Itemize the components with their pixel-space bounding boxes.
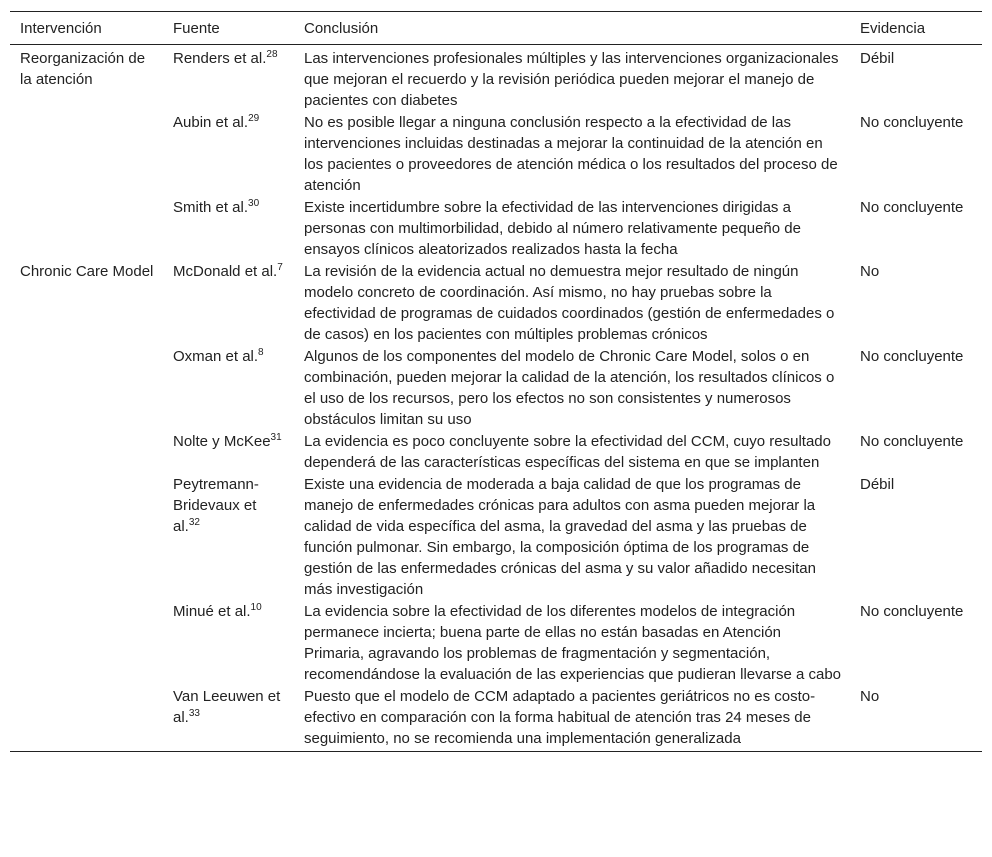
table-row	[10, 345, 982, 430]
source-name: Peytremann-Bridevaux et al.	[173, 476, 259, 535]
table-row	[10, 260, 982, 345]
cell-intervencion	[10, 685, 163, 752]
table-row	[10, 473, 982, 600]
cell-intervencion	[10, 111, 163, 196]
cell-fuente	[163, 685, 294, 752]
source-name: Nolte y McKee	[173, 433, 271, 450]
reference-number: 31	[270, 432, 282, 443]
header-evidencia: Evidencia	[850, 12, 982, 45]
cell-fuente	[163, 430, 294, 473]
cell-intervencion	[10, 196, 163, 260]
cell-fuente	[163, 196, 294, 260]
evidence-table	[10, 11, 982, 752]
cell-evidencia: Débil	[860, 476, 895, 493]
source-name: Renders et al.	[173, 50, 267, 67]
source-name: Aubin et al.	[173, 114, 249, 131]
reference-number: 10	[250, 602, 262, 613]
cell-conclusion: La evidencia sobre la efectividad de los diferentes modelos de integración permanece incierta; buena parte de ellas no están basadas en Atención Primaria, agravando los problemas de fragmentación y segmentación, recomendándose la evaluación de las experiencias que pudieran llevarse a cabo	[304, 603, 842, 683]
reference-number: 8	[258, 347, 264, 358]
table-row	[10, 430, 982, 473]
cell-fuente	[163, 345, 294, 430]
reference-number: 28	[266, 49, 278, 60]
reference-number: 7	[277, 262, 283, 273]
cell-evidencia: No concluyente	[860, 348, 964, 365]
cell-evidencia: Débil	[860, 50, 895, 67]
header-fuente: Fuente	[163, 12, 294, 45]
source-name: Oxman et al.	[173, 348, 259, 365]
cell-conclusion: La revisión de la evidencia actual no demuestra mejor resultado de ningún modelo concreto de coordinación. Así mismo, no hay pruebas sobre la efectividad de programas de cuidados coordinados (gestión de enfermedades o de casos) en los pacientes con múltiples problemas crónicos	[304, 263, 835, 343]
cell-fuente	[163, 111, 294, 196]
cell-intervencion	[10, 473, 163, 600]
cell-conclusion: Existe una evidencia de moderada a baja calidad de que los programas de manejo de enfermedades crónicas para adultos con asma pueden mejorar la calidad de vida específica del asma, la gravedad del asma y las pruebas de función pulmonar. Sin embargo, la composición óptima de los programas de gestión de las enfermedades crónicas del asma y su valor añadido necesitan más investigación	[304, 476, 816, 598]
cell-fuente	[163, 600, 294, 685]
cell-evidencia: No concluyente	[860, 433, 964, 450]
cell-fuente	[163, 260, 294, 345]
header-conclusion: Conclusión	[294, 12, 850, 45]
cell-conclusion: Puesto que el modelo de CCM adaptado a pacientes geriátricos no es costo-efectivo en comparación con la forma habitual de atención tras 24 meses de seguimiento, no se recomienda una implementación generalizada	[294, 685, 850, 752]
cell-conclusion: No es posible llegar a ninguna conclusión respecto a la efectividad de las intervenciones incluidas destinadas a mejorar la continuidad de la atención en los pacientes o proveedores de atención médica o los resultados del proceso de atención	[304, 114, 838, 194]
cell-conclusion: Existe incertidumbre sobre la efectividad de las intervenciones dirigidas a personas con multimorbilidad, debido al número relativamente pequeño de ensayos clínicos aleatorizados realizados hasta la fecha	[304, 199, 801, 258]
reference-number: 29	[248, 113, 260, 124]
table-row	[10, 111, 982, 196]
table-row	[10, 196, 982, 260]
reference-number: 30	[248, 198, 260, 209]
cell-intervencion: Chronic Care Model	[20, 263, 154, 280]
cell-fuente	[163, 45, 294, 112]
source-name: Smith et al.	[173, 199, 249, 216]
evidence-table-container	[10, 11, 982, 752]
table-row	[10, 685, 982, 752]
header-intervencion: Intervención	[10, 12, 163, 45]
table-row	[10, 600, 982, 685]
cell-evidencia: No concluyente	[860, 114, 964, 131]
source-name: McDonald et al.	[173, 263, 278, 280]
source-name: Minué et al.	[173, 603, 251, 620]
table-header-row	[10, 12, 982, 45]
cell-evidencia: No	[860, 263, 880, 280]
cell-intervencion: Reorganización de la atención	[20, 50, 146, 88]
cell-evidencia: No	[850, 685, 982, 752]
table-row	[10, 45, 982, 112]
reference-number: 33	[188, 708, 200, 719]
cell-intervencion	[10, 430, 163, 473]
source-name: Van Leeuwen et al.	[173, 688, 281, 726]
cell-fuente	[163, 473, 294, 600]
cell-conclusion: La evidencia es poco concluyente sobre la efectividad del CCM, cuyo resultado dependerá de las características específicas del sistema en que se implanten	[304, 433, 831, 471]
cell-conclusion: Algunos de los componentes del modelo de Chronic Care Model, solos o en combinación, pueden mejorar la calidad de la atención, los resultados clínicos o el uso de los recursos, pero los efectos no son consistentes y numerosos obstáculos limitan su uso	[304, 348, 835, 428]
cell-evidencia: No concluyente	[860, 199, 964, 216]
cell-conclusion: Las intervenciones profesionales múltiples y las intervenciones organizacionales que mejoran el recuerdo y la revisión periódica pueden mejorar el manejo de pacientes con diabetes	[304, 50, 839, 109]
cell-intervencion	[10, 600, 163, 685]
cell-evidencia: No concluyente	[860, 603, 964, 620]
cell-intervencion	[10, 345, 163, 430]
reference-number: 32	[188, 517, 200, 528]
